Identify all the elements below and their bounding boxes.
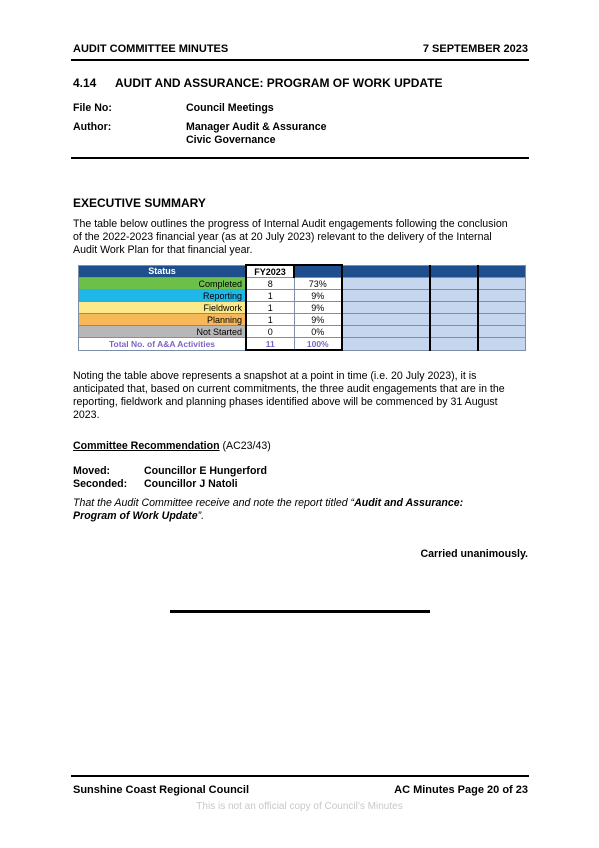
row-empty-cell (430, 338, 478, 351)
summary-para-1-line-3: Audit Work Plan for that financial year. (73, 244, 253, 256)
row-empty-cell (430, 302, 478, 314)
row-pct: 0% (294, 326, 342, 338)
row-pct: 9% (294, 314, 342, 326)
header-rule (71, 59, 529, 61)
total-pct: 100% (294, 338, 342, 351)
file-label: File No: (73, 102, 112, 114)
end-rule (170, 610, 430, 613)
table-row (79, 290, 526, 302)
row-empty-cell (478, 302, 526, 314)
table-row (79, 326, 526, 338)
row-empty-cell (342, 326, 430, 338)
row-empty-cell (478, 278, 526, 290)
table-row (79, 314, 526, 326)
header-blank (294, 265, 342, 278)
summary-para-1-line-1: The table below outlines the progress of Internal Audit engagements following the conclusion (73, 218, 508, 230)
table-row (79, 302, 526, 314)
total-count: 11 (246, 338, 294, 351)
row-empty-cell (430, 326, 478, 338)
running-header-title: AUDIT COMMITTEE MINUTES (73, 43, 229, 55)
row-count: 1 (246, 314, 294, 326)
author-line-1: Manager Audit & Assurance (186, 121, 327, 133)
row-empty-cell (430, 314, 478, 326)
row-empty-cell (430, 278, 478, 290)
seconded-value: Councillor J Natoli (144, 478, 238, 490)
motion-title-1: Audit and Assurance: (354, 497, 464, 509)
footer-rule (71, 775, 529, 777)
file-value: Council Meetings (186, 102, 274, 114)
motion-text (73, 497, 533, 523)
row-count: 1 (246, 302, 294, 314)
header-col-6 (478, 265, 526, 278)
row-empty-cell (478, 338, 526, 351)
header-col-5 (430, 265, 478, 278)
section-title: AUDIT AND ASSURANCE: PROGRAM OF WORK UPDATE (115, 76, 443, 90)
recommendation-heading-line (73, 440, 271, 453)
section-number: 4.14 (73, 76, 97, 90)
motion-title-2: Program of Work Update (73, 510, 198, 522)
row-label: Completed (79, 278, 247, 290)
header-col-4 (342, 265, 430, 278)
motion-post: ”. (197, 510, 205, 522)
row-empty-cell (478, 314, 526, 326)
total-label: Total No. of A&A Activities (79, 338, 247, 351)
row-pct: 9% (294, 302, 342, 314)
footer-page: AC Minutes Page 20 of 23 (394, 784, 528, 796)
row-label: Planning (79, 314, 247, 326)
motion-pre: That the Audit Committee receive and note the report titled “ (73, 497, 355, 509)
moved-label: Moved: (73, 465, 111, 477)
table-row (79, 278, 526, 290)
executive-summary-heading: EXECUTIVE SUMMARY (73, 196, 206, 210)
status-table (78, 264, 526, 351)
row-count: 0 (246, 326, 294, 338)
row-label: Fieldwork (79, 302, 247, 314)
footer-council: Sunshine Coast Regional Council (73, 784, 250, 796)
meta-rule (71, 157, 529, 159)
summary-para-2-line-1: Noting the table above represents a snapshot at a point in time (i.e. 20 July 2023), it is (73, 370, 477, 382)
summary-para-2-line-3: reporting, fieldwork and planning phases identified above will be commenced by 31 August (73, 396, 498, 408)
recommendation-ref: (AC23/43) (222, 440, 271, 452)
header-fy2023: FY2023 (246, 265, 294, 278)
row-empty-cell (478, 290, 526, 302)
recommendation-heading: Committee Recommendation (73, 440, 220, 452)
summary-para-2-line-4: 2023. (73, 409, 100, 421)
author-label: Author: (73, 121, 112, 133)
author-line-2: Civic Governance (186, 134, 276, 146)
row-empty-cell (430, 290, 478, 302)
carried-text: Carried unanimously. (420, 548, 528, 560)
row-label: Not Started (79, 326, 247, 338)
table-total-row (79, 338, 526, 351)
header-status: Status (79, 265, 247, 278)
row-pct: 73% (294, 278, 342, 290)
moved-value: Councillor E Hungerford (144, 465, 268, 477)
row-empty-cell (342, 338, 430, 351)
row-label: Reporting (79, 290, 247, 302)
running-header-date: 7 SEPTEMBER 2023 (422, 43, 528, 55)
row-count: 8 (246, 278, 294, 290)
summary-para-2-line-2: anticipated that, based on current commitments, the three audit engagements that are in the (73, 383, 505, 395)
summary-para-1-line-2: of the 2022-2023 financial year (as at 20 July 2023) relevant to the delivery of the Internal (73, 231, 492, 243)
row-empty-cell (478, 326, 526, 338)
row-empty-cell (342, 290, 430, 302)
row-empty-cell (342, 314, 430, 326)
watermark-text: This is not an official copy of Council’s Minutes (196, 801, 403, 812)
row-empty-cell (342, 302, 430, 314)
row-empty-cell (342, 278, 430, 290)
table-header-row (79, 265, 526, 278)
row-pct: 9% (294, 290, 342, 302)
seconded-label: Seconded: (73, 478, 128, 490)
row-count: 1 (246, 290, 294, 302)
